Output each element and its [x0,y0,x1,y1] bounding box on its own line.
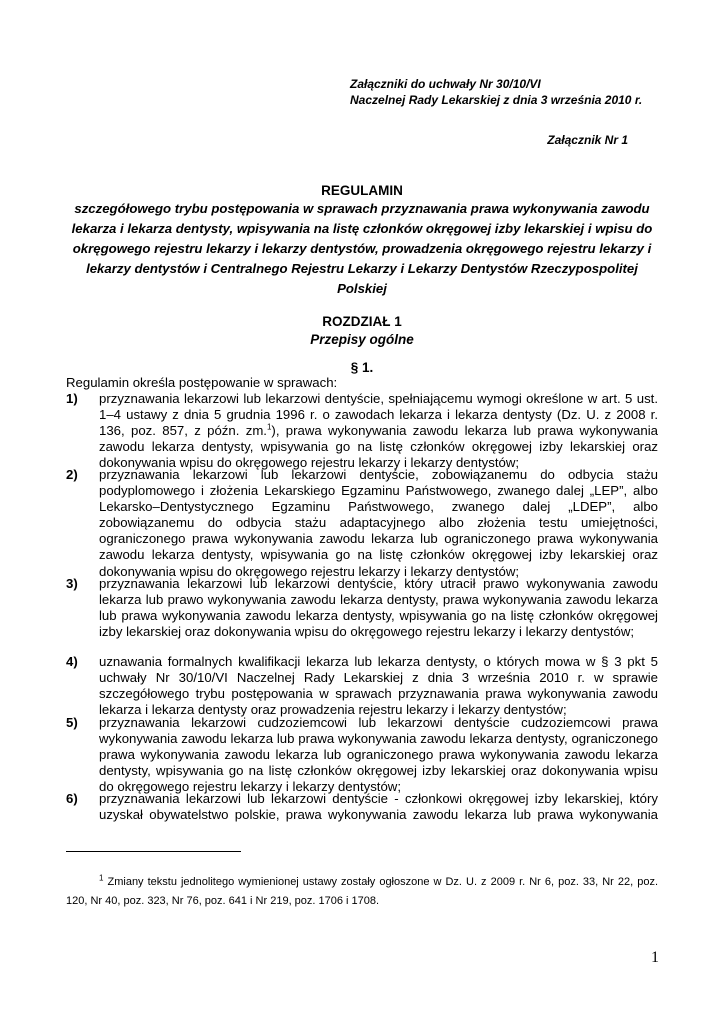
list-item-text: przyznawania lekarzowi lub lekarzowi dentyście, który utracił prawo wykonywania zawodu lekarza lub prawo wykonywania zawodu lekarza dentysty, prawa wykonywania zawodu lekarza lub prawa wykonywania zawodu lekarza dentysty, wpisywania go na listę członków okręgowej izby lekarskiej oraz dokonywania wpisu do okręgowego rejestru lekarzy i lekarzy dentystów; [99,576,658,640]
footnote-mark: 1 [99,873,104,883]
header-line-2: Naczelnej Rady Lekarskiej z dnia 3 września 2010 r. [350,93,643,107]
list-item [66,791,658,823]
chapter-name: Przepisy ogólne [310,332,414,347]
list-item-text: przyznawania lekarzowi lub lekarzowi dentyście, zobowiązanemu do odbycia stażu podyplomowego i złożenia Lekarskiego Egzaminu Państwowego, zwanego dalej „LEP”, albo Lekarsko–Dentystycznego Egzaminu Państwowego, zwanego dalej „LDEP”, albo zobowiązanemu do odbycia stażu adaptacyjnego albo złożenia testu umiejętności, ograniczonego prawa wykonywania zawodu lekarza lub ograniczonego prawa wykonywania zawodu lekarza dentysty, wpisywania go na listę członków okręgowej izby lekarskiej oraz dokonywania wpisu do okręgowego rejestru lekarzy i lekarzy dentystów; [99,467,658,579]
list-item-number: 3) [66,576,78,591]
intro-text: Regulamin określa postępowanie w sprawach: [66,375,338,390]
chapter-label: ROZDZIAŁ 1 [322,314,402,329]
list-item [66,715,658,795]
document-subtitle: szczegółowego trybu postępowania w sprawach przyznawania prawa wykonywania zawodu lekarza i lekarza dentysty, wpisywania na listę członków okręgowej izby lekarskiej i wpisu do okręgowego rejestru lekarzy i lekarzy dentystów, prowadzenia okręgowego rejestru lekarzy i lekarzy dentystów i Centralnego Rejestru Lekarzy i Lekarzy Dentystów Rzeczypospolitej Polskiej [71,201,653,296]
list-item-number: 1) [66,391,78,406]
list-item-number: 2) [66,467,78,482]
list-item-text: przyznawania lekarzowi cudzoziemcowi lub lekarzowi dentyście cudzoziemcowi prawa wykonywania zawodu lekarza lub prawa wykonywania zawodu lekarza dentysty, ograniczonego prawa wykonywania zawodu lekarza lub ograniczonego prawa wykonywania zawodu lekarza dentysty, wpisywania go na listę członków okręgowej izby lekarskiej oraz dokonywania wpisu do okręgowego rejestru lekarzy i lekarzy dentystów; [99,715,658,795]
footnote [66,873,658,911]
document-title: REGULAMIN [321,183,403,198]
footnote-ref: 1 [266,422,272,432]
annex-label: Załącznik Nr 1 [547,133,628,147]
list-item-number: 5) [66,715,78,730]
list-item-number: 4) [66,654,78,669]
footnote-text: Zmiany tekstu jednolitego wymienionej ustawy zostały ogłoszone w Dz. U. z 2009 r. Nr 6, poz. 33, Nr 22, poz. 120, Nr 40, poz. 323, Nr 76, poz. 641 i Nr 219, poz. 1706 i 1708. [66,876,658,907]
section-heading: § 1. [350,360,374,375]
list-item-text: przyznawania lekarzowi lub lekarzowi dentyście - członkowi okręgowej izby lekarskiej, który uzyskał obywatelstwo polskie, prawa wykonywania zawodu lekarza lub prawa wykonywania [99,791,658,823]
list-item [66,391,658,471]
list-item-number: 6) [66,791,78,806]
footnote-separator [66,851,241,852]
list-item-text: przyznawania lekarzowi lub lekarzowi dentyście, spełniającemu wymogi określone w art. 5 ust. 1–4 ustawy z dnia 5 grudnia 1996 r. o zawodach lekarza i lekarza dentysty (Dz. U. z 2008 r. 136, poz. 857, z późn. zm.$^1$), prawa wykonywania zawodu lekarza lub prawa wykonywania zawodu lekarza dentysty, wpisywania go na listę członków okręgowej izby lekarskiej oraz dokonywania wpisu do okręgowego rejestru lekarzy i lekarzy dentystów; [99,391,658,471]
list-item-text: uznawania formalnych kwalifikacji lekarza lub lekarza dentysty, o których mowa w § 3 pkt 5 uchwały Nr 30/10/VI Naczelnej Rady Lekarskiej z dnia 3 września 2010 r. w sprawie szczegółowego trybu postępowania w sprawach przyznawania prawa wykonywania zawodu lekarza i lekarza dentysty oraz prowadzenia rejestru lekarzy i lekarzy dentystów; [99,654,658,718]
header-line-1: Załączniki do uchwały Nr 30/10/VI [350,77,541,91]
page-number: 1 [651,949,659,966]
list-item [66,654,658,718]
list-item [66,576,658,640]
list-item [66,467,658,580]
